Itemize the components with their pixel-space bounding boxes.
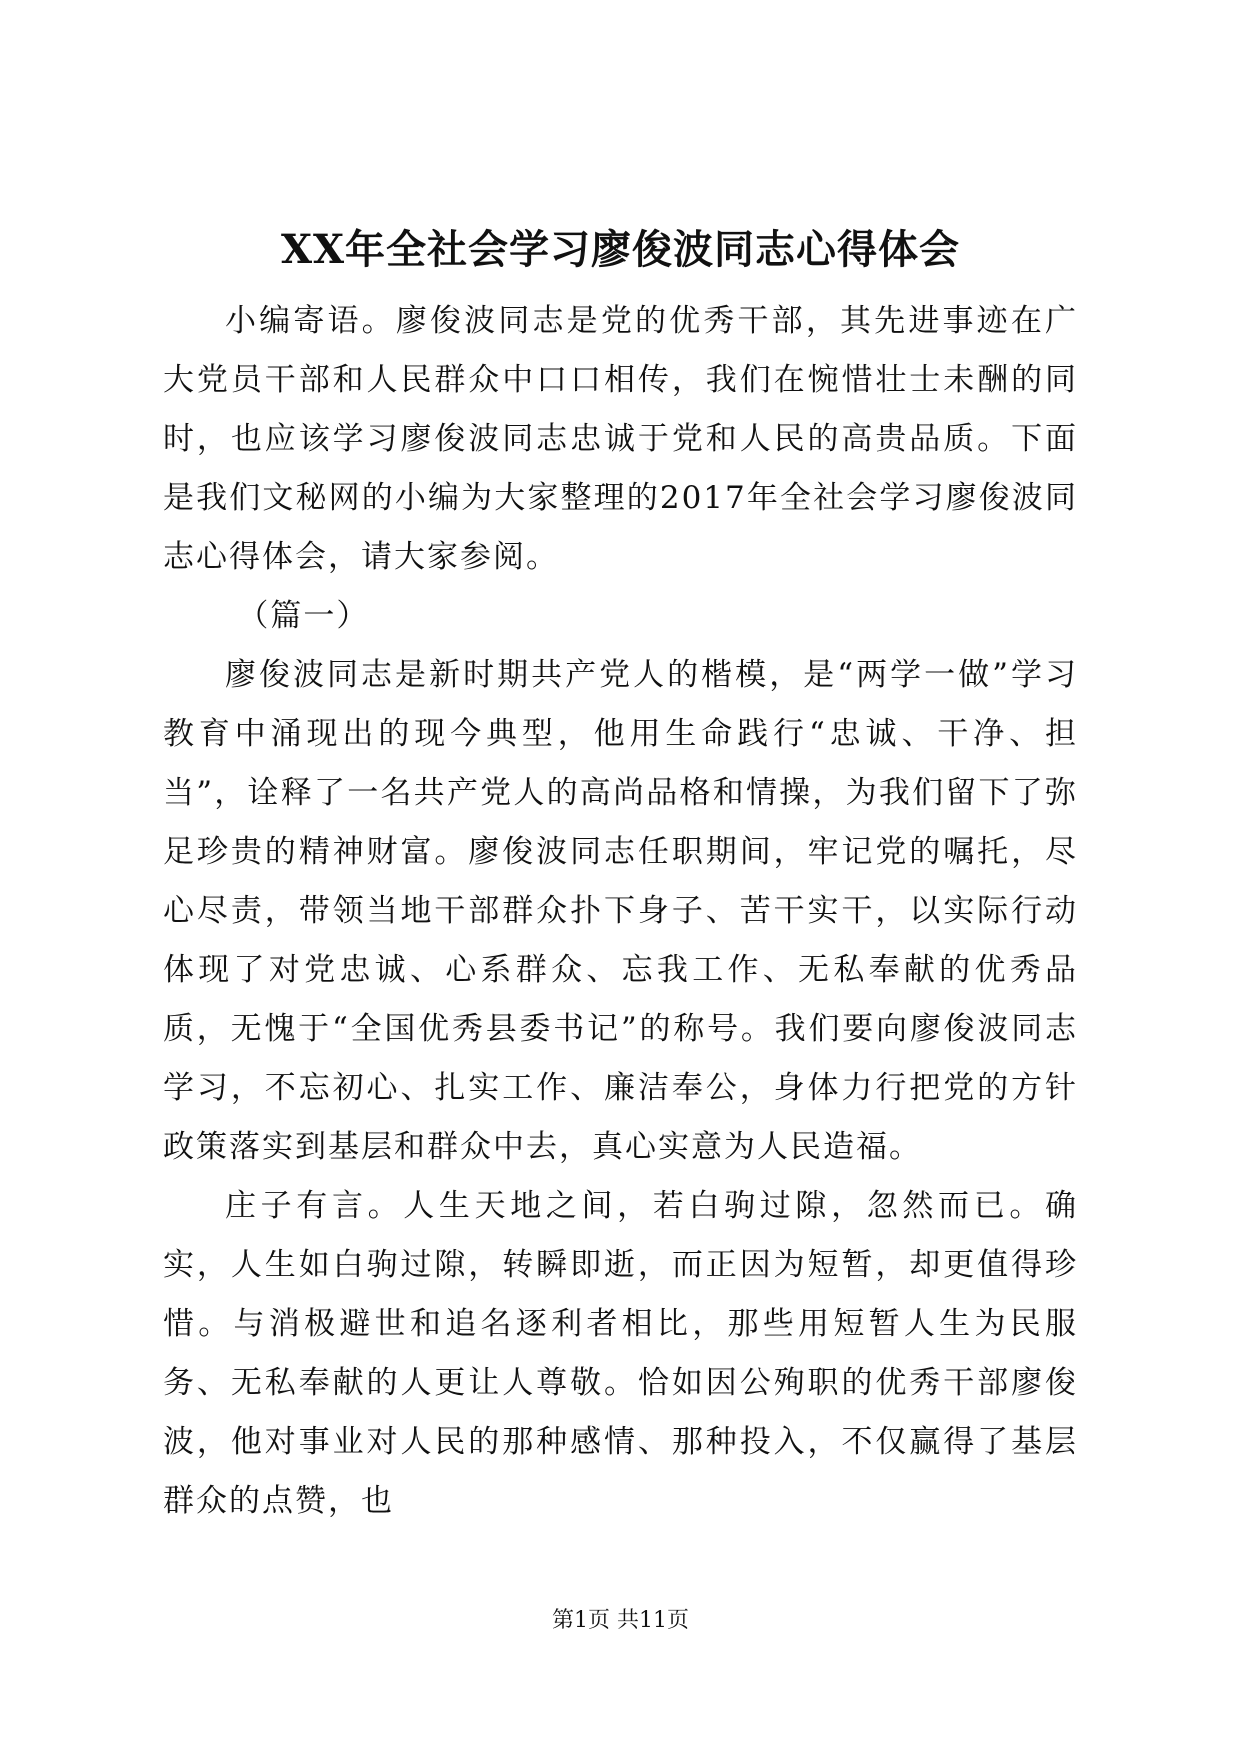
paragraph-intro: 小编寄语。廖俊波同志是党的优秀干部，其先进事迹在广大党员干部和人民群众中口口相传，我们在惋惜壮士未酬的同时，也应该学习廖俊波同志忠诚于党和人民的高贵品质。下面是我们文秘网的小编为大家整理的2017年全社会学习廖俊波同志心得体会，请大家参阅。 (163, 303, 1078, 575)
document-body (163, 292, 1078, 1531)
page-number-label: 第1页 共11页 (552, 1608, 689, 1633)
document-title: XX年全社会学习廖俊波同志心得体会 (280, 226, 961, 273)
section-heading: （篇一） (237, 598, 370, 634)
paragraph-body-1: 廖俊波同志是新时期共产党人的楷模，是“两学一做”学习教育中涌现出的现今典型，他用生命践行“忠诚、干净、担当”，诠释了一名共产党人的高尚品格和情操，为我们留下了弥足珍贵的精神财富。廖俊波同志任职期间，牢记党的嘱托，尽心尽责，带领当地干部群众扑下身子、苦干实干，以实际行动体现了对党忠诚、心系群众、忘我工作、无私奉献的优秀品质，无愧于“全国优秀县委书记”的称号。我们要向廖俊波同志学习，不忘初心、扎实工作、廉洁奉公，身体力行把党的方针政策落实到基层和群众中去，真心实意为人民造福。 (163, 657, 1078, 1165)
page-footer (0, 1606, 1241, 1636)
paragraph-body-2: 庄子有言。人生天地之间，若白驹过隙，忽然而已。确实，人生如白驹过隙，转瞬即逝，而正因为短暂，却更值得珍惜。与消极避世和追名逐利者相比，那些用短暂人生为民服务、无私奉献的人更让人尊敬。恰如因公殉职的优秀干部廖俊波，他对事业对人民的那种感情、那种投入，不仅赢得了基层群众的点赞，也 (163, 1188, 1078, 1519)
